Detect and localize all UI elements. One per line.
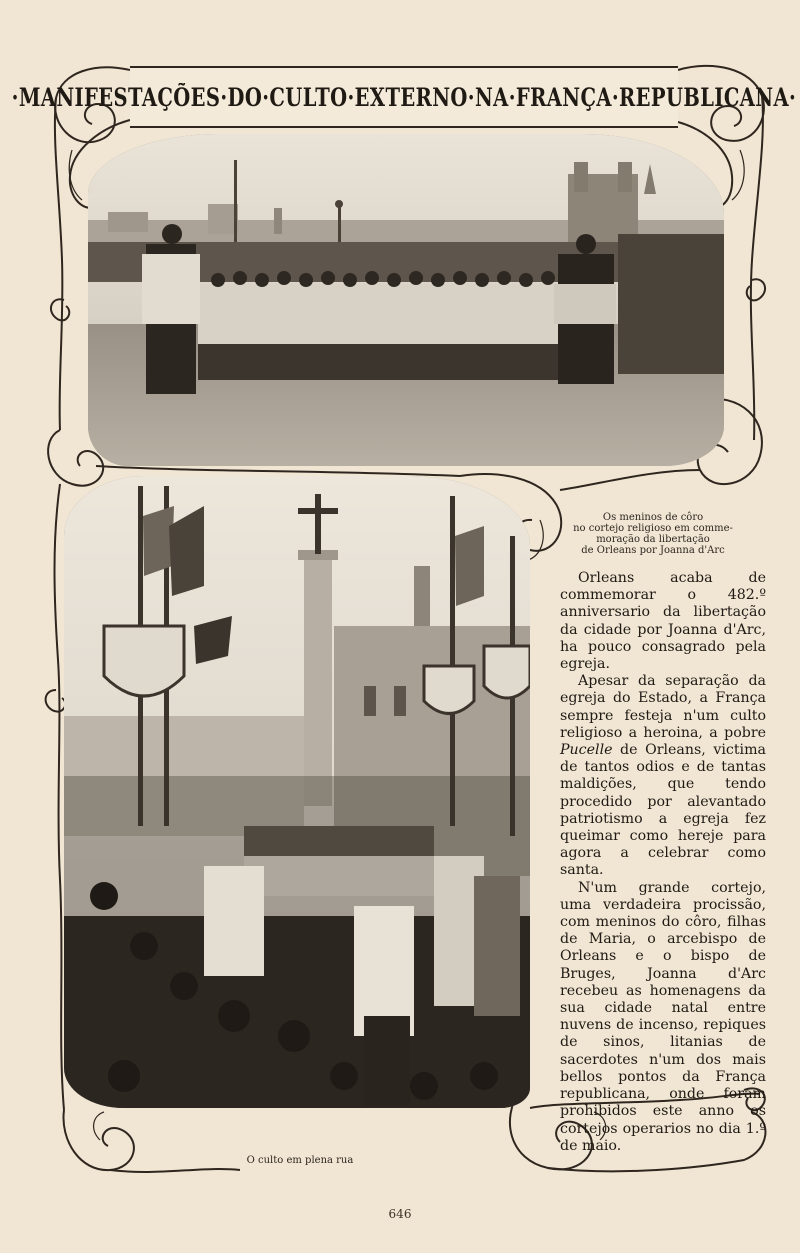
article-paragraph-2: Apesar da separação da egreja do Estado, a França sempre festeja n'um culto religioso a heroina, a pobre Pucelle de Orleans, victima de tantos odios e de tantas maldições, que tendo procedido por alevantado patriotismo a egreja fez queimar como hereje para agora a celebrar como santa. xyxy=(560,673,766,879)
caption-choir-boys xyxy=(568,512,738,556)
caption-street-mass: O culto em plena rua xyxy=(246,1155,354,1166)
page-title: ·MANIFESTAÇÕES·DO·CULTO·EXTERNO·NA·FRANÇA·REPUBLICANA· xyxy=(11,82,797,112)
caption-line: de Orleans por Joanna d'Arc xyxy=(581,545,725,556)
caption-line: Os meninos de côro xyxy=(602,512,704,523)
article-paragraph-3: N'um grande cortejo, uma verdadeira procissão, com meninos do côro, filhas de Maria, o arcebispo de Orleans e o bispo de Bruges, Joanna d'Arc recebeu as homenagens da sua cidade natal entre nuvens de incenso, repiques de sinos, litanias de sacerdotes n'um dos mais bellos pontos da França republicana, onde foram prohibidos este anno os cortejos operarios no dia 1.º de maio. xyxy=(560,879,766,1154)
photo-open-air-mass xyxy=(64,476,530,1108)
page-number: 646 xyxy=(388,1207,412,1221)
pucelle-emphasis: Pucelle xyxy=(560,742,613,759)
caption-line: no cortejo religioso em comme- xyxy=(573,523,733,534)
article-body xyxy=(560,570,766,1155)
procession-illustration xyxy=(88,134,724,466)
street-mass-illustration xyxy=(64,476,530,1108)
title-banner xyxy=(11,66,797,128)
photo-choir-boys-procession xyxy=(88,134,724,466)
article-paragraph-1: Orleans acaba de commemorar o 482.º anniversario da libertação da cidade por Joanna d'Arc, ha pouco consagrado pela egreja. xyxy=(560,570,766,673)
caption-line: moração da libertação xyxy=(596,534,710,545)
